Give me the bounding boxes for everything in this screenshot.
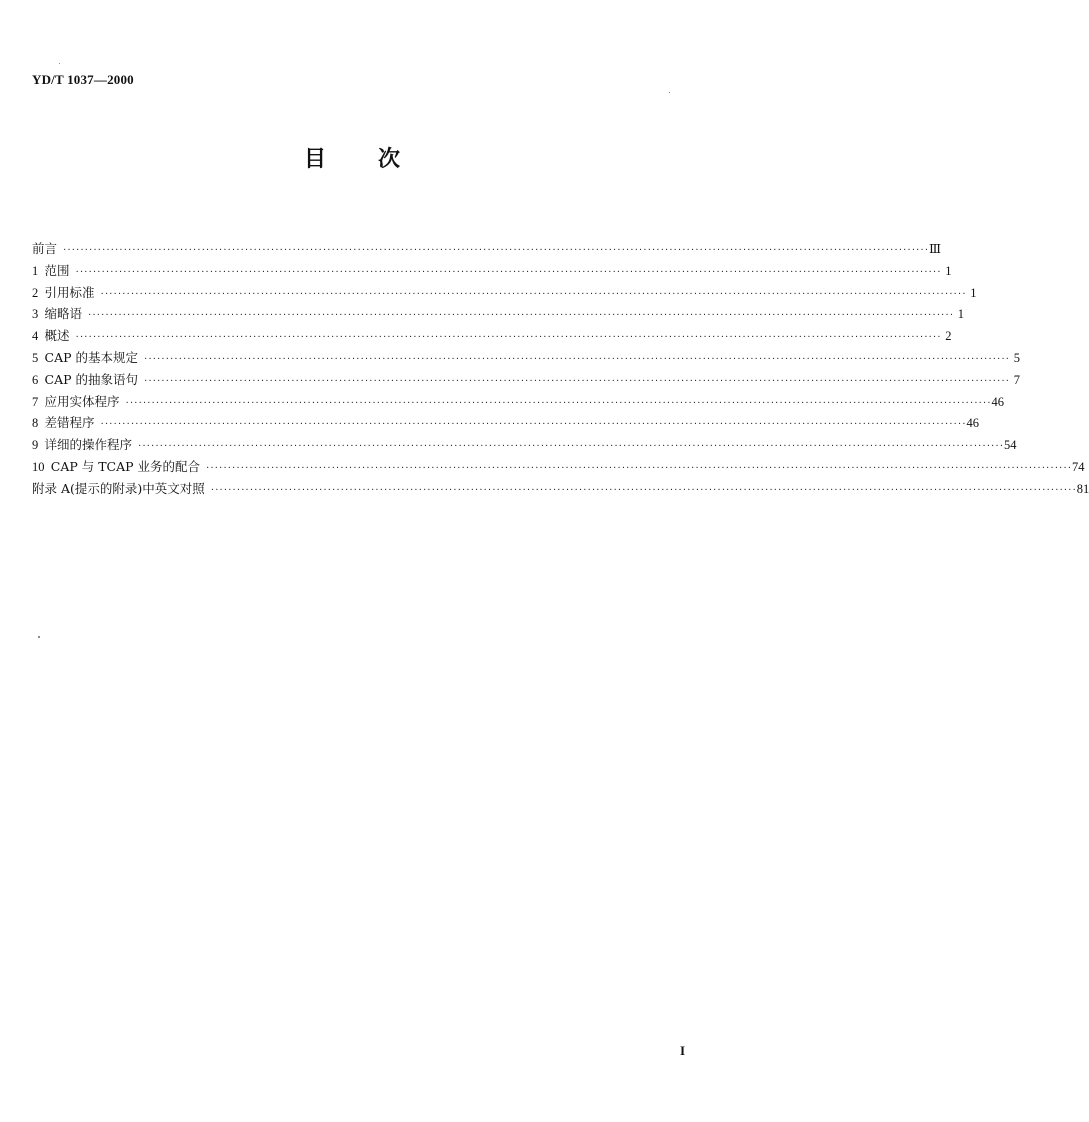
toc-leader: ········································································································································································································	[75, 266, 942, 278]
toc-entry-page: 1	[970, 285, 977, 300]
scan-speck	[38, 636, 40, 638]
toc-entry-page: 2	[945, 329, 952, 344]
toc-entry-label: 应用实体程序	[44, 393, 120, 409]
scan-speck	[59, 63, 60, 64]
toc-entry[interactable]	[32, 347, 1020, 369]
toc-entry-page: 1	[957, 307, 965, 322]
toc-entry[interactable]	[32, 325, 952, 347]
toc-leader: ········································································································································································································	[100, 419, 967, 431]
toc-entry-label: 缩略语	[44, 306, 83, 322]
toc-entry-label: 前言	[32, 241, 58, 256]
toc-entry-number: 8	[32, 416, 45, 431]
toc-entry-label: 附录 A(提示的附录)中英文对照	[32, 480, 205, 496]
toc-entry-number: 9	[32, 438, 45, 453]
page-title	[0, 142, 704, 173]
toc-leader: ········································································································································································································	[138, 441, 1005, 453]
toc-entry[interactable]	[32, 391, 1005, 413]
toc-entry-page: 46	[966, 416, 980, 431]
toc-leader: ········································································································································································································	[143, 353, 1010, 365]
toc-leader: ········································································································································································································	[100, 288, 967, 300]
toc-entry-number: 5	[32, 350, 45, 365]
toc-entry-number: 4	[32, 329, 45, 344]
toc-entry-number: 3	[32, 307, 45, 322]
toc-entry-number: 1	[32, 263, 45, 278]
toc-entry-page: 46	[991, 394, 1005, 409]
toc-entry-page: 5	[1013, 350, 1020, 365]
toc-entry-label: 范围	[44, 262, 70, 278]
toc-entry-page: 81	[1076, 481, 1089, 496]
toc-entry-page: 7	[1013, 372, 1020, 387]
toc-entry-page: 54	[1004, 438, 1017, 453]
toc-entry-label: 差错程序	[44, 415, 95, 431]
toc-entry-label: CAP 的基本规定	[44, 349, 138, 365]
toc-leader: ········································································································································································································	[206, 462, 1073, 474]
toc-entry-number: 10	[32, 459, 51, 474]
page-title-part2: 次	[378, 147, 401, 172]
standard-code: YD/T 1037—2000	[32, 72, 134, 87]
toc-entry[interactable]	[32, 303, 965, 325]
toc-entry[interactable]	[32, 412, 980, 434]
toc-entry-page: 74	[1072, 459, 1085, 474]
table-of-contents	[32, 238, 1089, 500]
toc-entry-label: 概述	[44, 328, 70, 344]
toc-entry[interactable]	[32, 282, 977, 304]
toc-leader: ········································································································································································································	[125, 397, 992, 409]
toc-leader: ········································································································································································································	[75, 332, 942, 344]
toc-leader: ········································································································································································································	[88, 310, 955, 322]
toc-entry[interactable]	[32, 478, 1089, 500]
toc-entry[interactable]	[32, 369, 1020, 391]
toc-leader: ········································································································································································································	[63, 245, 930, 256]
toc-entry-label: 引用标准	[44, 284, 95, 300]
toc-entry-label: CAP 与 TCAP 业务的配合	[50, 458, 201, 474]
toc-leader: ········································································································································································································	[210, 484, 1077, 496]
toc-entry[interactable]	[32, 238, 942, 260]
toc-entry[interactable]	[32, 434, 1017, 456]
toc-entry-page: 1	[945, 263, 952, 278]
toc-entry[interactable]	[32, 456, 1085, 478]
toc-entry-number: 6	[32, 372, 45, 387]
page-title-part1: 目	[303, 147, 326, 172]
toc-entry[interactable]	[32, 260, 952, 282]
toc-entry-label: 详细的操作程序	[44, 437, 133, 453]
toc-entry-number: 7	[32, 394, 45, 409]
toc-entry-number: 2	[32, 285, 45, 300]
toc-entry-label: CAP 的抽象语句	[44, 371, 138, 387]
toc-entry-page: Ⅲ	[929, 242, 942, 256]
scan-speck	[669, 92, 670, 93]
toc-leader: ········································································································································································································	[143, 375, 1010, 387]
page-number: I	[680, 1043, 686, 1058]
